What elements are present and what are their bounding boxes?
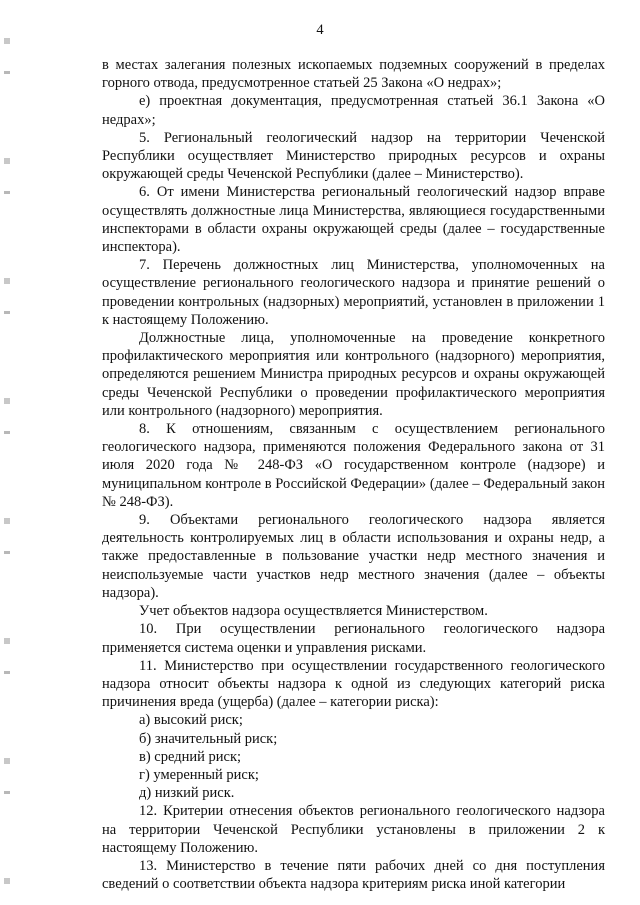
paragraph: Должностные лица, уполномоченные на проведение конкретного профилактического мероприятия или контрольного (надзорного) мероприятия, определяются решением Министра природных ресурсов и охраны окружающей среды Чеченской Республики о проведении профилактического мероприятия или контрольного (надзорного) мероприятия.: [102, 330, 605, 419]
list-item: в) средний риск;: [139, 748, 242, 765]
paragraph: 6. От имени Министерства региональный геологический надзор вправе осуществлять должностные лица Министерства, являющиеся государственными инспекторами в области охраны окружающей среды (далее – государственные инспектора).: [102, 184, 605, 256]
page-number: 4: [316, 22, 324, 38]
paragraph: е) проектная документация, предусмотренная статьей 36.1 Закона «О недрах»;: [102, 93, 605, 128]
paragraph: Учет объектов надзора осуществляется Министерством.: [139, 603, 488, 620]
paragraph: 11. Министерство при осуществлении государственного геологического надзора относит объекты надзора к одной из следующих категорий риска причинения вреда (ущерба) (далее – категории риска):: [102, 657, 605, 711]
list-item: а) высокий риск;: [139, 712, 243, 729]
paragraph: 9. Объектами регионального геологического надзора является деятельность контролируемых лиц в области использования и охраны недр, а также предоставленные в пользование участки недр местного значения и неиспользуемые части участков недр местного значения (далее – объекты надзора).: [102, 512, 605, 601]
list-item: д) низкий риск.: [139, 785, 235, 802]
paragraph: 8. К отношениям, связанным с осуществлением регионального геологического надзора, применяются положения Федерального закона от 31 июля 2020 года № 248-ФЗ «О государственном контроле (надзоре) и муниципальном контроле в Российской Федерации» (далее – Федеральный закон № 248-ФЗ).: [102, 421, 605, 510]
scan-edge-artifact: [4, 0, 10, 905]
paragraph: 5. Региональный геологический надзор на территории Чеченской Республики осуществляет Министерство природных ресурсов и охраны окружающей среды Чеченской Республики (далее – Министерство).: [102, 129, 605, 183]
paragraph: 12. Критерии отнесения объектов регионального геологического надзора на территории Чеченской Республики установлены в приложении 2 к настоящему Положению.: [102, 803, 605, 856]
document-body: [102, 56, 605, 893]
list-item: б) значительный риск;: [139, 730, 278, 747]
list-item: г) умеренный риск;: [139, 766, 259, 783]
paragraph: в местах залегания полезных ископаемых подземных сооружений в пределах горного отвода, предусмотренное статьей 25 Закона «О недрах»;: [102, 57, 605, 92]
paragraph: 7. Перечень должностных лиц Министерства, уполномоченных на осуществление регионального геологического надзора и принятие решений о проведении контрольных (надзорных) мероприятий, установлен в приложении 1 к настоящему Положению.: [102, 257, 605, 328]
paragraph: 10. При осуществлении регионального геологического надзора применяется система оценки и управления рисками.: [102, 621, 605, 656]
paragraph: 13. Министерство в течение пяти рабочих дней со дня поступления сведений о соответствии объекта надзора критериям риска иной категории: [102, 857, 605, 893]
